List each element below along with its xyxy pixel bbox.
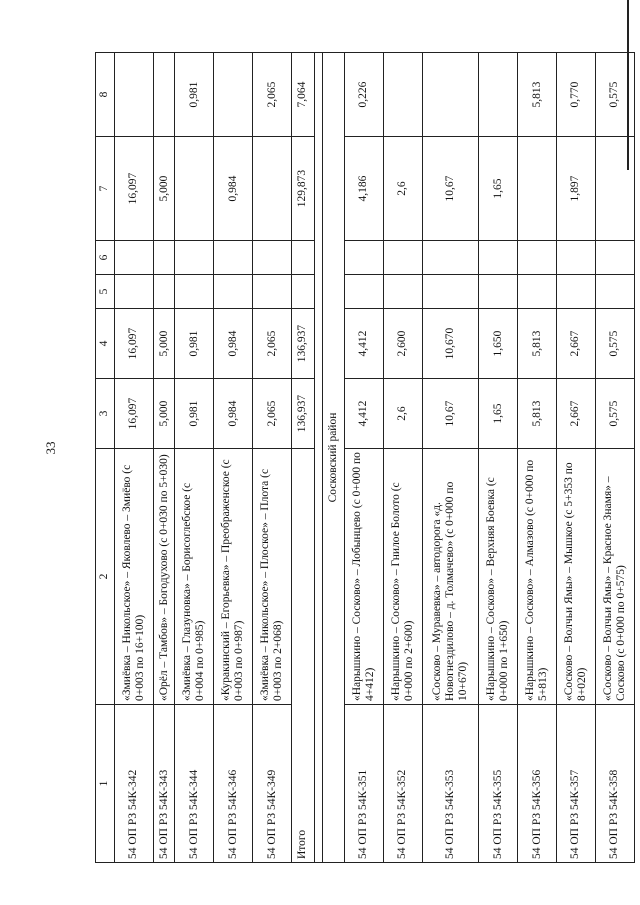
value-cell: 0,984 — [214, 379, 253, 449]
value-cell — [479, 275, 518, 309]
road-name-cell: «Змиёвка – Никольское» – Яковлево – Змиёво (с 0+003 по 16+100) — [115, 449, 154, 705]
value-cell: 5,813 — [518, 53, 557, 137]
road-id-cell: 54 ОП РЗ 54К-355 — [479, 705, 518, 863]
value-cell — [175, 275, 214, 309]
value-cell — [253, 241, 292, 275]
value-cell: 10,67 — [422, 137, 478, 241]
table-row — [175, 53, 214, 863]
road-name-cell: «Нарышкино – Сосково» – Верхняя Боевка (с 0+000 по 1+650) — [479, 449, 518, 705]
value-cell — [214, 53, 253, 137]
value-cell: 0,981 — [175, 53, 214, 137]
road-name-cell: «Змиёвка – Никольское» – Плоское» – Плота (с 0+003 по 2+068) — [253, 449, 292, 705]
table-row — [383, 53, 422, 863]
road-name-cell: «Сосково – Волчьи Ямы» – Красное Знамя» – Сосково (с 0+000 по 0+575) — [596, 449, 635, 705]
total-cell — [292, 241, 314, 275]
road-id-cell: 54 ОП РЗ 54К-349 — [253, 705, 292, 863]
value-cell: 5,000 — [153, 137, 174, 241]
road-name-cell: «Нарышкино – Сосково» – Гнилое Болото (с 0+000 по 2+600) — [383, 449, 422, 705]
value-cell: 4,186 — [345, 137, 384, 241]
road-id-cell: 54 ОП РЗ 54К-342 — [115, 705, 154, 863]
value-cell: 1,897 — [557, 137, 596, 241]
table-row — [345, 53, 384, 863]
value-cell: 1,650 — [479, 309, 518, 379]
header-cell: 6 — [96, 241, 115, 275]
value-cell — [115, 53, 154, 137]
road-id-cell: 54 ОП РЗ 54К-356 — [518, 705, 557, 863]
value-cell: 16,097 — [115, 379, 154, 449]
value-cell: 2,6 — [383, 137, 422, 241]
value-cell: 0,575 — [596, 379, 635, 449]
table-body-bottom — [345, 53, 635, 863]
value-cell — [422, 275, 478, 309]
value-cell: 4,412 — [345, 309, 384, 379]
road-id-cell: 54 ОП РЗ 54К-358 — [596, 705, 635, 863]
total-cell: 129,873 — [292, 137, 314, 241]
value-cell: 2,6 — [383, 379, 422, 449]
table-row — [596, 53, 635, 863]
road-id-cell: 54 ОП РЗ 54К-346 — [214, 705, 253, 863]
page-number: 33 — [43, 441, 58, 455]
header-cell: 5 — [96, 275, 115, 309]
header-cell: 1 — [96, 705, 115, 863]
value-cell — [518, 275, 557, 309]
road-name-cell: «Куракинский – Егорьевка» – Преображенское (с 0+003 по 0+987) — [214, 449, 253, 705]
road-name-cell: «Нарышкино – Сосково» – Алмазово (с 0+000 по 5+813) — [518, 449, 557, 705]
table-row — [479, 53, 518, 863]
value-cell: 5,813 — [518, 379, 557, 449]
value-cell: 0,575 — [596, 53, 635, 137]
value-cell — [175, 241, 214, 275]
value-cell — [383, 241, 422, 275]
road-name-cell: «Змиёвка – Глазуновка» – Борисоглебское (с 0+004 по 0+985) — [175, 449, 214, 705]
value-cell: 16,097 — [115, 309, 154, 379]
value-cell — [518, 137, 557, 241]
total-label: Итого — [292, 449, 314, 863]
value-cell: 0,770 — [557, 53, 596, 137]
value-cell — [518, 241, 557, 275]
header-cell: 3 — [96, 379, 115, 449]
table-header-row — [96, 53, 115, 863]
value-cell — [175, 137, 214, 241]
section-title: Сосковский район — [322, 53, 345, 863]
value-cell — [153, 275, 174, 309]
table-row — [115, 53, 154, 863]
value-cell: 0,981 — [175, 379, 214, 449]
value-cell — [557, 275, 596, 309]
value-cell — [153, 53, 174, 137]
value-cell: 2,667 — [557, 309, 596, 379]
value-cell: 0,981 — [175, 309, 214, 379]
value-cell — [479, 53, 518, 137]
value-cell: 4,412 — [345, 379, 384, 449]
value-cell — [596, 241, 635, 275]
table-row — [214, 53, 253, 863]
road-id-cell: 54 ОП РЗ 54К-357 — [557, 705, 596, 863]
value-cell — [557, 241, 596, 275]
road-id-cell: 54 ОП РЗ 54К-343 — [153, 705, 174, 863]
header-cell: 8 — [96, 53, 115, 137]
value-cell: 2,065 — [253, 379, 292, 449]
value-cell — [345, 241, 384, 275]
value-cell — [214, 275, 253, 309]
total-row — [292, 53, 314, 863]
value-cell: 5,000 — [153, 379, 174, 449]
header-cell: 2 — [96, 449, 115, 705]
total-cell: 136,937 — [292, 379, 314, 449]
value-cell: 2,065 — [253, 53, 292, 137]
value-cell — [479, 241, 518, 275]
value-cell — [422, 241, 478, 275]
table-row — [518, 53, 557, 863]
table-total — [292, 53, 345, 863]
value-cell — [214, 241, 253, 275]
value-cell — [596, 275, 635, 309]
value-cell: 5,813 — [518, 309, 557, 379]
value-cell: 10,670 — [422, 309, 478, 379]
spacer-cell — [314, 53, 322, 863]
value-cell: 10,67 — [422, 379, 478, 449]
value-cell — [422, 53, 478, 137]
value-cell: 1,65 — [479, 379, 518, 449]
value-cell — [253, 275, 292, 309]
value-cell — [153, 241, 174, 275]
table-row — [422, 53, 478, 863]
road-name-cell: «Нарышкино – Сосково» – Лобынцево (с 0+000 по 4+412) — [345, 449, 384, 705]
road-id-cell: 54 ОП РЗ 54К-351 — [345, 705, 384, 863]
section-row — [322, 53, 345, 863]
value-cell — [383, 53, 422, 137]
value-cell — [345, 275, 384, 309]
table-row — [557, 53, 596, 863]
table-body-top — [115, 53, 292, 863]
road-id-cell: 54 ОП РЗ 54К-344 — [175, 705, 214, 863]
road-name-cell: «Орёл – Тамбов» – Богодухово (с 0+030 по 5+030) — [153, 449, 174, 705]
value-cell: 0,575 — [596, 309, 635, 379]
value-cell — [383, 275, 422, 309]
total-cell: 7,064 — [292, 53, 314, 137]
table-row — [153, 53, 174, 863]
value-cell: 5,000 — [153, 309, 174, 379]
road-id-cell: 54 ОП РЗ 54К-352 — [383, 705, 422, 863]
value-cell: 2,065 — [253, 309, 292, 379]
road-id-cell: 54 ОП РЗ 54К-353 — [422, 705, 478, 863]
value-cell: 0,226 — [345, 53, 384, 137]
rotated-table-container — [95, 53, 635, 863]
value-cell: 2,600 — [383, 309, 422, 379]
total-cell — [292, 275, 314, 309]
value-cell: 2,667 — [557, 379, 596, 449]
value-cell — [596, 137, 635, 241]
road-name-cell: «Сосково – Волчьи Ямы» – Мышкое (с 5+353 по 8+020) — [557, 449, 596, 705]
value-cell — [115, 275, 154, 309]
roads-table — [95, 52, 635, 863]
road-name-cell: «Сосково – Муравевка» – автодорога «д. Новогнездилово – д. Толмачево» (с 0+000 по 10+670) — [422, 449, 478, 705]
total-cell: 136,937 — [292, 309, 314, 379]
value-cell: 0,984 — [214, 137, 253, 241]
header-cell: 7 — [96, 137, 115, 241]
value-cell — [115, 241, 154, 275]
spacer-row — [314, 53, 322, 863]
table-row — [253, 53, 292, 863]
value-cell: 1,65 — [479, 137, 518, 241]
value-cell: 16,097 — [115, 137, 154, 241]
header-cell: 4 — [96, 309, 115, 379]
value-cell: 0,984 — [214, 309, 253, 379]
value-cell — [253, 137, 292, 241]
